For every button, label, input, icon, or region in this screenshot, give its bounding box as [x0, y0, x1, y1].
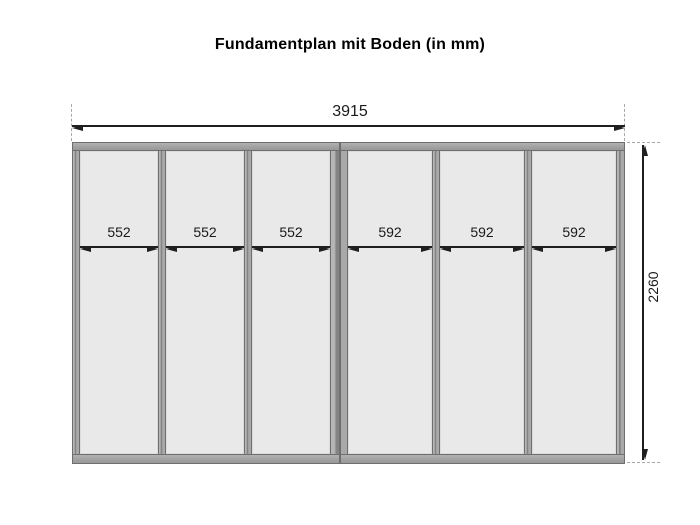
panel-width-label: 592	[562, 224, 586, 240]
module-joint-line	[339, 142, 341, 464]
panel-width-label: 552	[107, 224, 131, 240]
stud	[244, 151, 252, 454]
stud	[432, 151, 440, 454]
panel-width-arrow	[440, 246, 524, 248]
extension-line-top-right	[627, 142, 660, 143]
extension-line-left	[71, 104, 72, 141]
top-rail	[72, 142, 625, 151]
panel-width-arrow	[348, 246, 432, 248]
panel-width-label: 552	[193, 224, 217, 240]
bottom-rail	[72, 454, 625, 464]
floor-panel	[440, 151, 524, 454]
panel-width-label: 592	[470, 224, 494, 240]
panel-width-arrow	[80, 246, 158, 248]
extension-line-right	[624, 104, 625, 141]
panel-width-arrow	[166, 246, 244, 248]
edge-stud-right	[616, 151, 625, 454]
panel-width-label: 552	[279, 224, 303, 240]
overall-height-label: 2260	[645, 271, 661, 303]
panel-width-arrow	[252, 246, 330, 248]
floor-panel	[348, 151, 432, 454]
floor-panel	[252, 151, 330, 454]
edge-stud-left	[72, 151, 80, 454]
floor-panel	[80, 151, 158, 454]
overall-width-label: 3915	[332, 103, 368, 120]
stud	[524, 151, 532, 454]
stud	[158, 151, 166, 454]
overall-width-dimension-arrow	[72, 125, 625, 127]
panel-width-label: 592	[378, 224, 402, 240]
extension-line-bottom-right	[627, 462, 660, 463]
page-title: Fundamentplan mit Boden (in mm)	[214, 36, 486, 53]
panel-width-arrow	[532, 246, 616, 248]
overall-height-dimension-arrow	[642, 145, 644, 460]
floor-panel	[166, 151, 244, 454]
floor-panel	[532, 151, 616, 454]
